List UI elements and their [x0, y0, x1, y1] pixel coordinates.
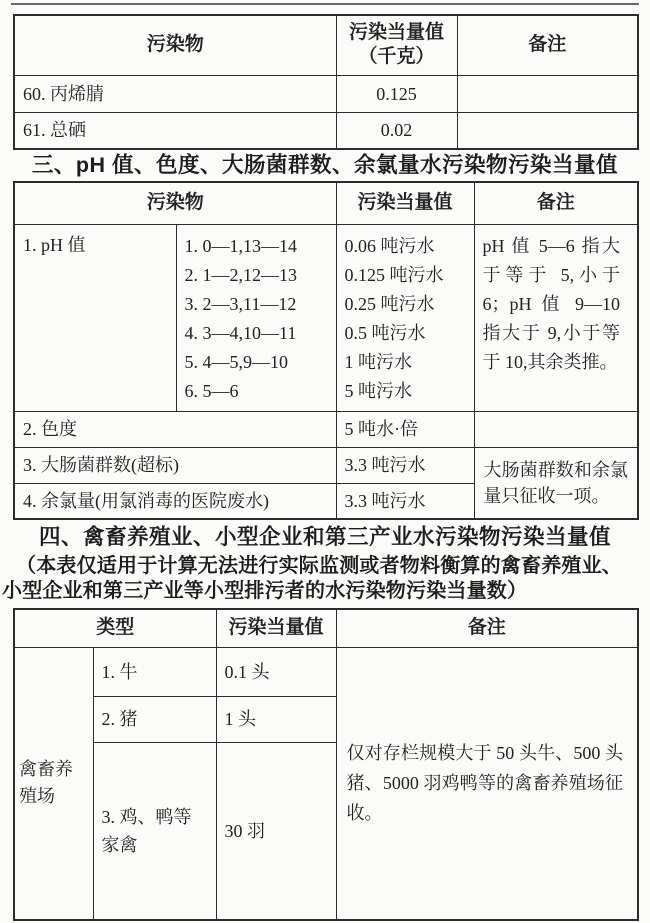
ph-range-line: 3. 2—3,11—12	[184, 293, 297, 314]
table-row-ph-value	[14, 224, 638, 411]
table2-col-header-note: 备注	[474, 182, 638, 224]
pollutant-name-cell: 3. 大肠菌群数(超标)	[14, 447, 336, 483]
section-three-heading: 三、pH 值、色度、大肠菌群数、余氯量水污染物污染当量值	[31, 153, 619, 177]
ph-value-line: 1 吨污水	[344, 351, 413, 372]
table3-col-header-note: 备注	[336, 609, 638, 647]
ph-value-list-cell	[336, 224, 474, 411]
page-top-rule	[11, 3, 639, 5]
equivalent-value-cell: 0.125	[336, 75, 457, 112]
animal-type-cell: 3. 鸡、鸭等家禽	[93, 742, 216, 920]
table2-header-row	[14, 182, 638, 224]
pollutant-name-cell: 4. 余氯量(用氯消毒的医院废水)	[14, 483, 336, 519]
table3-header-row	[14, 609, 638, 647]
livestock-farm-group-cell: 禽畜养殖场	[14, 647, 93, 920]
ph-note-text: pH 值 5—6 指大于等于 5,小于 6；pH 值 9—10 指大于 9,小于等于 10,其余类推。	[482, 235, 621, 372]
equivalent-value-cell: 5 吨水·倍	[336, 411, 474, 447]
table-row-cattle	[14, 647, 638, 696]
equivalent-value-cell: 30 羽	[216, 742, 336, 920]
ph-value-line: 0.5 吨污水	[344, 322, 426, 343]
ph-value-line: 0.25 吨污水	[344, 293, 435, 314]
ph-value-line: 0.06 吨污水	[344, 235, 435, 256]
ph-chroma-coliform-table	[13, 181, 639, 520]
section-four-applicability-note	[2, 554, 648, 603]
section-four-heading: 四、禽畜养殖业、小型企业和第三产业水污染物污染当量值	[38, 525, 611, 549]
shared-note-cell: 大肠菌群数和余氯量只征收一项。	[474, 447, 638, 519]
equivalent-value-cell: 3.3 吨污水	[336, 447, 474, 483]
pollutant-name-cell: 2. 色度	[14, 411, 336, 447]
note-cell-empty	[474, 411, 638, 447]
ph-value-line: 5 吨污水	[344, 380, 413, 401]
table-row-coliform	[14, 447, 638, 483]
ph-note-cell	[474, 224, 638, 411]
table1-col-header-note: 备注	[457, 15, 638, 75]
animal-type-cell: 1. 牛	[93, 647, 216, 696]
ph-value-lines	[345, 232, 466, 406]
table1-col-header-equivalent	[336, 15, 457, 75]
note-cell-empty	[457, 112, 638, 149]
table1-col-header-equivalent-line2: （千克）	[358, 46, 435, 68]
applicability-note-line2: 小型企业和第三产业等小型排污者的水污染物污染当量数）	[2, 579, 528, 602]
applicability-note-line1: （本表仅适用于计算无法进行实际监测或者物料衡算的禽畜养殖业、	[16, 555, 622, 577]
equivalent-value-cell: 0.02	[336, 112, 457, 149]
livestock-note-cell: 仅对存栏规模大于 50 头牛、500 头猪、5000 羽鸡鸭等的禽畜养殖场征收。	[336, 647, 638, 920]
livestock-farm-table	[13, 608, 639, 921]
table-row-chroma	[14, 411, 638, 447]
table-row-total-selenium	[14, 112, 638, 149]
ph-range-lines	[185, 232, 328, 406]
table-row-acrylonitrile	[14, 75, 638, 112]
ph-range-line: 2. 1—2,12—13	[184, 264, 297, 285]
table1-col-header-pollutant: 污染物	[14, 15, 336, 75]
table1-header-row	[14, 15, 638, 75]
ph-label-cell: 1. pH 值	[14, 224, 176, 411]
pollutant-name-cell: 60. 丙烯腈	[14, 75, 336, 112]
equivalent-value-cell: 1 头	[216, 696, 336, 742]
table3-col-header-type: 类型	[14, 609, 216, 647]
table2-col-header-equivalent: 污染当量值	[336, 182, 474, 224]
equivalent-value-cell: 3.3 吨污水	[336, 483, 474, 519]
equivalent-value-cell: 0.1 头	[216, 647, 336, 696]
pollutant-equivalent-kg-table	[13, 14, 639, 150]
ph-range-list-cell	[176, 224, 336, 411]
table3-col-header-equivalent: 污染当量值	[216, 609, 336, 647]
animal-type-cell: 2. 猪	[93, 696, 216, 742]
table2-col-header-pollutant: 污染物	[14, 182, 336, 224]
pollutant-name-cell: 61. 总硒	[14, 112, 336, 149]
note-cell-empty	[457, 75, 638, 112]
ph-value-line: 0.125 吨污水	[344, 264, 444, 285]
ph-range-line: 6. 5—6	[184, 380, 239, 401]
ph-range-line: 1. 0—1,13—14	[184, 235, 297, 256]
table1-col-header-equivalent-line1: 污染当量值	[348, 22, 444, 44]
ph-range-line: 4. 3—4,10—11	[184, 322, 297, 343]
ph-range-line: 5. 4—5,9—10	[184, 351, 288, 372]
